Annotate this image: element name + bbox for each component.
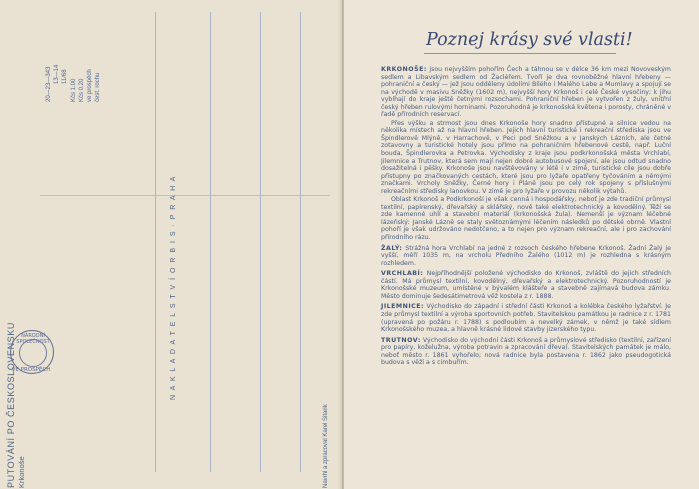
paragraph-lead: TRUTNOV: [381, 336, 421, 344]
article-text [381, 66, 671, 368]
paragraph-lead: ŽALÝ: [381, 244, 403, 252]
paragraph-body: Přes výšku a strmost jsou dnes Krkonoše hory snadno přístupné a silnice vedou na několika místech až na hlavní hřeben. Jejich hlavní turistické i rekreační střediska jsou ve Špindlerově Mlýně, v Harrachově, v Peci pod Sněžkou a v Janských Lázních, ale četné zotavovny a turistické hotely jsou přímo na pohraničním hřebenové cestě, např. Luční bouda, Špindlerovka a Petrovka. Východisky z kraje jsou podkrkonošská města Vrchlabí, Jilemnice a Trutnov, která sem mají nejen dobré autobusové spojení, ale jsou odtud snadno dosažitelná i pěšky. Krkonoše jsou navštěvovány v létě i v zimě, turistické cíle jsou dobře přístupny po značkovaných cestách, které jsou pro lyžaře opatřeny tyčováním a němými značkami. Vrcholy Sněžky, Černé hory i Pláně jsou po celý rok spojeny s příslušnými rekreačními středisky lanovkou. V zimě je pro lyžaře v provozu několik výtahů. [381, 119, 671, 195]
series-title: PUTOVÁNÍ PO ČESKOSLOVENSKU [6, 322, 16, 488]
credit-text: Navrhl a zpracoval Karel Sitarik [323, 404, 329, 488]
divider-line [155, 12, 156, 472]
paragraph-body: Východisko do západní i střední části Krkonoš a kolébka českého lyžařství. Je zde průmysl textilní a výroba sportovních potřeb. Stavitelskou památkou je radnice z r. 1781 (upravená po požáru r. 1788) s podloubím a nevelký zámek, v němž je také sídlem Krkonošského muzea, a hlavně krásné lidové stavby jizerského typu. [381, 303, 671, 334]
article-paragraph [381, 337, 671, 367]
seal-top-text: NÁRODNÍ SPOLEČNOST [16, 333, 50, 345]
divider-line [40, 195, 330, 196]
article-paragraph [381, 120, 671, 195]
paragraph-body: jsou nejvyšším pohořím Čech a táhnou se v délce 36 km mezi Novoveským sedlem a Libavským sedlem od Žacléřem. Tvoří je dva rovnoběžné hlavní hřebeny — pohraniční a český — jež jsou odděleny údolími Bílého i Malého Labe a Mumlavy a spojují se na východě v masivu Sněžky (1602 m), nejvyšší hory Krkonoš i celé České vysočiny; k jihu vybíhají do kraje ještě četnými rozsochami. Pohraniční hřeben je vytvořen z žuly, vnitřní český hřeben rulovými horninami. Pozoruhodná je krkonošská květena i porosty, chráněné v řadě přírodních reservací. [381, 66, 671, 119]
publisher-seal [10, 330, 54, 374]
divider-line [210, 12, 211, 472]
card-subtitle: Krkonoše [17, 456, 26, 488]
paragraph-body: Východisko do východní části Krkonoš a průmyslové středisko (textilní, zařízení pro papíry, koželužna, výroba potravin a zpracování dřeva). Stavitelských památek je málo, neboť město r. 1861 vyhořelo; nová radnice byla postavena r. 1862 jako pseudogotická budova s věží a s cimbuřím. [381, 336, 671, 367]
stamp-line: Kčs 1.00 [71, 78, 77, 102]
paragraph-body: Nejpříhodnější položené východisko do Krkonoš, zvláště do jejich středních částí. Má průmysl textilní, kovodělný, dřevařský a elektrotechnický. Pozoruhodností je Krkonošské muzeum, umístěné v bývalém klášteře a stavebně zajímavá budova zámku. Město dominuje šedesátimetrová věž kostela z r. 1888. [381, 270, 671, 300]
article-paragraph [381, 303, 671, 333]
stamp-line: 20—23—343 [46, 66, 52, 102]
article-paragraph [381, 270, 671, 300]
seal-emblem-icon [19, 339, 47, 367]
article-paragraph [381, 196, 671, 241]
left-page [0, 0, 343, 489]
heading-underline [424, 53, 616, 54]
divider-line [260, 12, 261, 472]
paragraph-lead: JILEMNICE: [381, 303, 425, 311]
article-paragraph [381, 66, 671, 119]
paragraph-body: Oblast Krkonoš a Podkrkonoší je však cenná i hospodářsky, neboť je zde tradiční průmysl textilní, papírenský, dřevařský a sklářský, nově také elektrotechnický a kovodělný. Těží se zde kamenné uhlí a stavební materiál (krkonošská žula). Nemenší je význam léčebné lázeňský: Janské Lázně se staly světoznámými léčením následků po dětské obrně. Vlastní pohoří je však udržováno nedotčeno, a to nejen pro význam rekreační, ale i pro zachování přírodního rázu. [381, 196, 671, 242]
divider-line [300, 12, 301, 472]
publisher-text: N A K L A D A T E L S T V Í O R B I S · P R A H A [170, 175, 177, 400]
stamp-line: ve prospěch [87, 69, 93, 102]
stamp-line: Kčs 0.20 [79, 78, 85, 102]
stamp-line: 13—14 [54, 64, 60, 84]
paragraph-lead: VRCHLABÍ: [381, 270, 424, 278]
seal-bottom-text: VE PROSPĚCH [11, 367, 51, 373]
page-heading: Poznej krásy své vlasti! [426, 30, 633, 50]
price-stamp [46, 40, 108, 108]
paragraph-body: Strážná hora Vrchlabí na jedné z rozsoch českého hřebene Krkonoš. Žadní Žalý je vyšší, měří 1035 m, na vrcholu Předního Žalého (1012 m) je rozhledna s krásným rozhledem. [381, 244, 671, 267]
stamp-line: 11/68 [62, 69, 68, 84]
article-paragraph [381, 245, 671, 268]
stamp-line: čest. rochu [95, 72, 101, 102]
paragraph-lead: KRKONOŠE: [381, 66, 427, 73]
